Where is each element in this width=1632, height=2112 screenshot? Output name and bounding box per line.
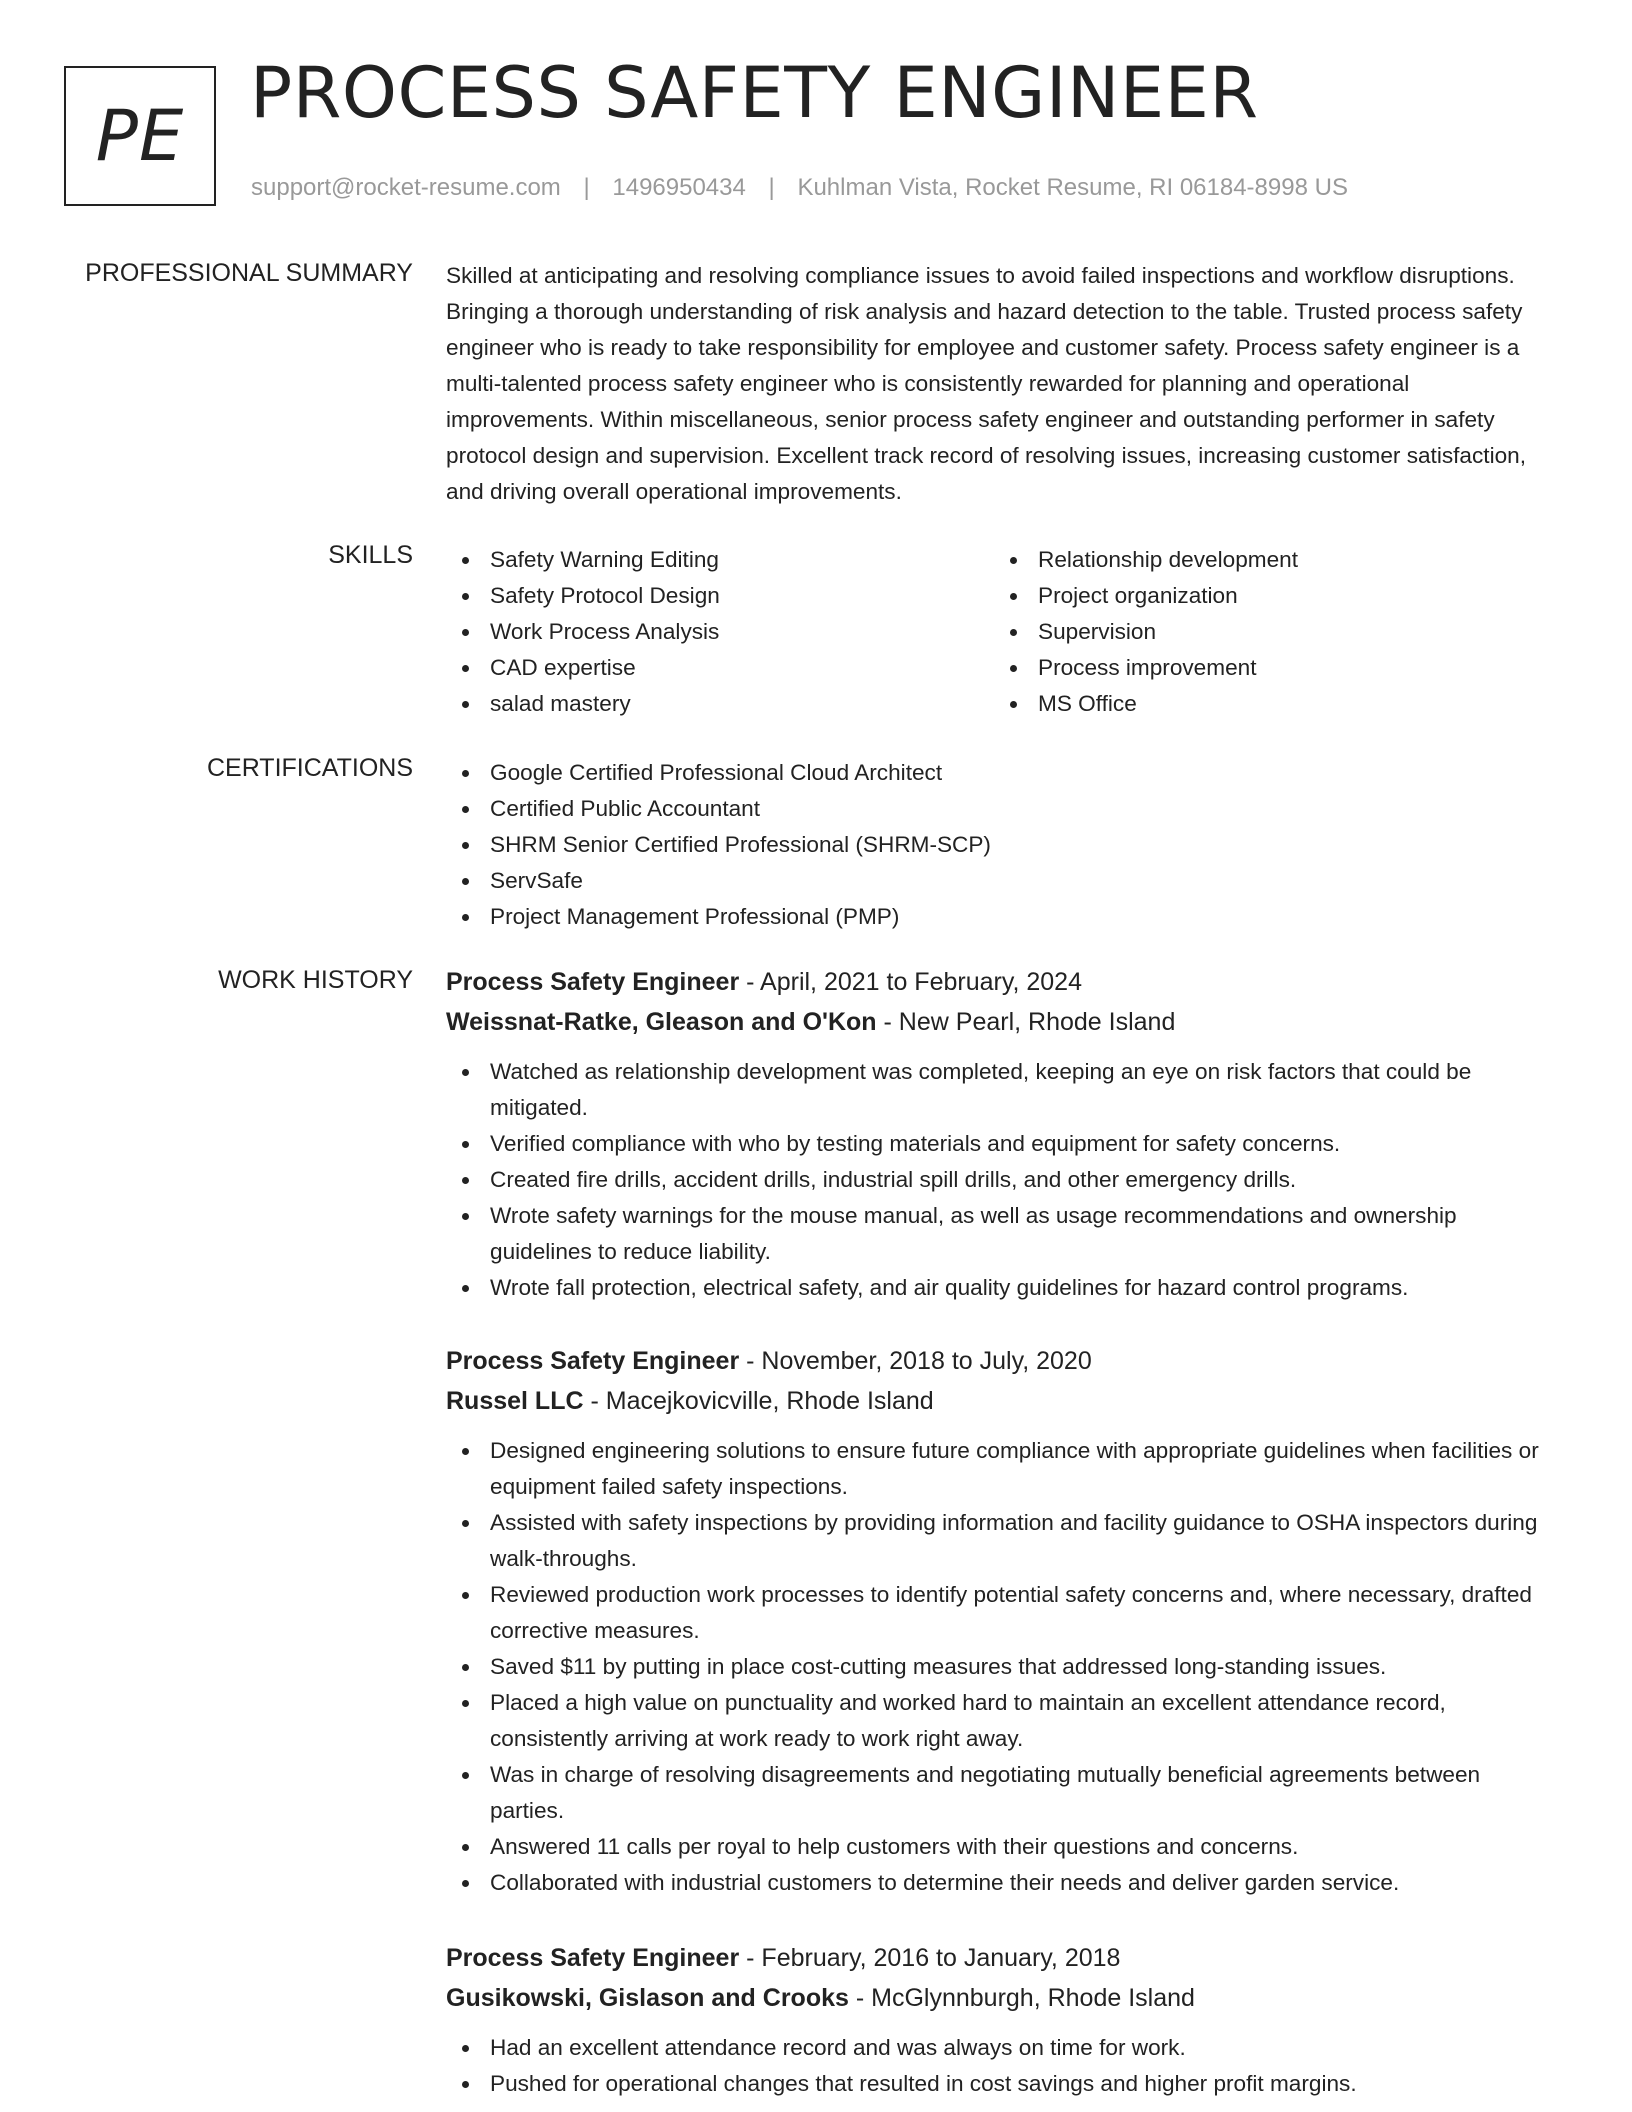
- job-title: Process Safety Engineer: [446, 1347, 740, 1375]
- certification-item: ServSafe: [446, 863, 1556, 899]
- job-company-line: [446, 1978, 1556, 2018]
- job-dates: - November, 2018 to July, 2020: [739, 1347, 1092, 1375]
- monogram-initials: PE: [95, 95, 185, 177]
- job-entry: [446, 1341, 1556, 1901]
- job-title-line: [446, 1938, 1556, 1978]
- job-dates: - April, 2021 to February, 2024: [739, 968, 1082, 996]
- certifications-heading: CERTIFICATIONS: [206, 754, 413, 782]
- skill-item: Safety Warning Editing: [446, 542, 994, 578]
- job-bullet: Pushed for operational changes that resulted in cost savings and higher profit margins.: [446, 2066, 1556, 2102]
- contact-phone[interactable]: 1496950434: [612, 174, 746, 201]
- job-bullet: Verified compliance with who by testing materials and equipment for safety concerns.: [446, 1126, 1556, 1162]
- contact-separator: |: [768, 174, 775, 201]
- contact-separator: |: [583, 174, 590, 201]
- summary-text: Skilled at anticipating and resolving compliance issues to avoid failed inspections and workflow disruptions. Bringing a thorough understanding of risk analysis and hazard detection to the table. Trusted process safety engineer who is ready to take responsibility for employee and customer safety. Process safety engineer is a multi-talented process safety engineer who is consistently rewarded for planning and operational improvements. Within miscellaneous, senior process safety engineer and outstanding performer in safety protocol design and supervision. Excellent track record of resolving issues, increasing customer satisfaction, and driving overall operational improvements.: [446, 263, 1526, 504]
- job-bullet: Collaborated with industrial customers to determine their needs and deliver garden service.: [446, 1865, 1556, 1901]
- job-bullet: Assisted with safety inspections by providing information and facility guidance to OSHA inspectors during walk-throughs.: [446, 1505, 1556, 1577]
- monogram-box: [64, 66, 216, 206]
- skills-list-left: [446, 542, 994, 722]
- contact-address: Kuhlman Vista, Rocket Resume, RI 06184-8998 US: [797, 174, 1348, 201]
- job-bullet: Placed a high value on punctuality and worked hard to maintain an excellent attendance record, consistently arriving at work ready to work right away.: [446, 1685, 1556, 1757]
- job-bullet: Wrote fall protection, electrical safety, and air quality guidelines for hazard control programs.: [446, 1270, 1556, 1306]
- certification-item: Certified Public Accountant: [446, 791, 1556, 827]
- skill-item: Project organization: [994, 578, 1542, 614]
- job-bullets: [446, 1054, 1556, 1306]
- job-company: Gusikowski, Gislason and Crooks: [446, 1984, 849, 2012]
- contact-email[interactable]: support@rocket-resume.com: [251, 174, 561, 201]
- job-location: - McGlynnburgh, Rhode Island: [848, 1984, 1195, 2012]
- job-location: - New Pearl, Rhode Island: [876, 1008, 1176, 1036]
- job-company: Russel LLC: [446, 1387, 584, 1415]
- summary-body: [446, 258, 1556, 510]
- job-bullet: Saved $11 by putting in place cost-cutting measures that addressed long-standing issues.: [446, 1649, 1556, 1685]
- certification-item: Project Management Professional (PMP): [446, 899, 1556, 935]
- skill-item: Relationship development: [994, 542, 1542, 578]
- certification-item: Google Certified Professional Cloud Architect: [446, 755, 1556, 791]
- job-bullet: Had an excellent attendance record and was always on time for work.: [446, 2030, 1556, 2066]
- job-bullet: Created fire drills, accident drills, industrial spill drills, and other emergency drills.: [446, 1162, 1556, 1198]
- job-bullet: Was in charge of resolving disagreements and negotiating mutually beneficial agreements between parties.: [446, 1757, 1556, 1829]
- job-bullet: Answered 11 calls per royal to help customers with their questions and concerns.: [446, 1829, 1556, 1865]
- job-bullet: Watched as relationship development was completed, keeping an eye on risk factors that could be mitigated.: [446, 1054, 1556, 1126]
- work-history-heading: WORK HISTORY: [218, 966, 413, 994]
- job-title: Process Safety Engineer: [446, 968, 740, 996]
- skill-item: Process improvement: [994, 650, 1542, 686]
- job-location: - Macejkovicville, Rhode Island: [583, 1387, 934, 1415]
- job-bullets: [446, 1433, 1556, 1901]
- skill-item: MS Office: [994, 686, 1542, 722]
- skill-item: salad mastery: [446, 686, 994, 722]
- job-entry: [446, 1938, 1556, 2102]
- skills-body: [446, 542, 1556, 722]
- skill-item: Safety Protocol Design: [446, 578, 994, 614]
- job-bullet: Wrote safety warnings for the mouse manual, as well as usage recommendations and ownership guidelines to reduce liability.: [446, 1198, 1556, 1270]
- job-bullet: Designed engineering solutions to ensure future compliance with appropriate guidelines when facilities or equipment failed safety inspections.: [446, 1433, 1556, 1505]
- contact-line: [251, 174, 1348, 202]
- job-bullets: [446, 2030, 1556, 2102]
- skill-item: Supervision: [994, 614, 1542, 650]
- job-bullet: Reviewed production work processes to identify potential safety concerns and, where necessary, drafted corrective measures.: [446, 1577, 1556, 1649]
- certification-item: SHRM Senior Certified Professional (SHRM-SCP): [446, 827, 1556, 863]
- job-title: Process Safety Engineer: [446, 1944, 740, 1972]
- certifications-list: [446, 755, 1556, 935]
- skill-item: CAD expertise: [446, 650, 994, 686]
- job-company-line: [446, 1381, 1556, 1421]
- skill-item: Work Process Analysis: [446, 614, 994, 650]
- certifications-body: [446, 755, 1556, 935]
- job-dates: - February, 2016 to January, 2018: [739, 1944, 1121, 1972]
- job-entry: [446, 962, 1556, 1306]
- job-title-line: [446, 962, 1556, 1002]
- job-title-line: [446, 1341, 1556, 1381]
- job-company-line: [446, 1002, 1556, 1042]
- skills-heading: SKILLS: [328, 541, 413, 569]
- skills-list-right: [994, 542, 1542, 722]
- resume-title: PROCESS SAFETY ENGINEER: [250, 52, 1259, 134]
- job-company: Weissnat-Ratke, Gleason and O'Kon: [446, 1008, 877, 1036]
- summary-heading: PROFESSIONAL SUMMARY: [85, 259, 413, 287]
